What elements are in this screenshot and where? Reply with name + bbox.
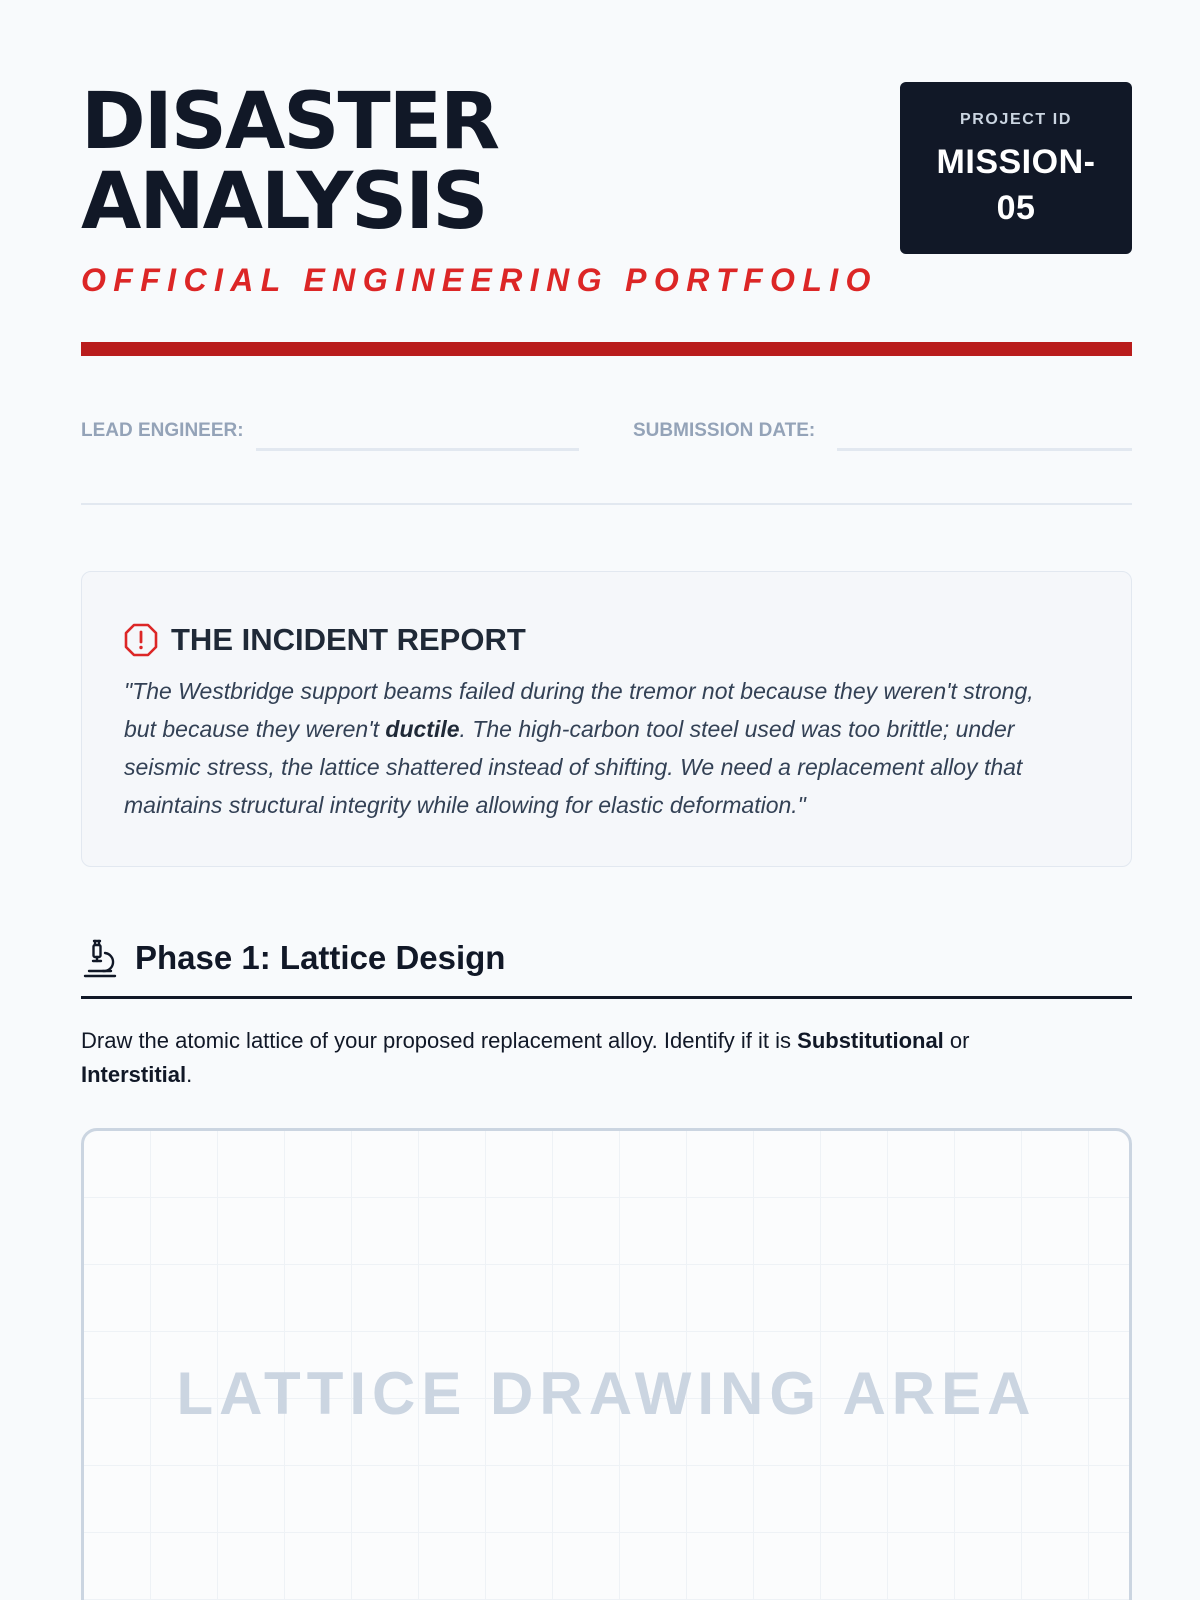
project-id-label: PROJECT ID [959,111,1072,128]
instruction-bold-interstitial: Interstitial [81,1062,187,1087]
microscope-icon [81,938,119,980]
instruction-part2: or [943,1028,970,1053]
lead-engineer-field[interactable] [256,448,579,451]
incident-text-part1: "The Westbridge support beams failed during the tremor not because they weren't strong, but because they weren't [124,678,1034,742]
page-title [81,77,499,247]
submission-date-label: SUBMISSION DATE: [633,420,816,441]
drawing-area-label: LATTICE DRAWING AREA [176,1360,1037,1427]
lead-engineer-label: LEAD ENGINEER: [81,420,244,441]
page-header [81,77,1132,302]
instruction-part3: . [186,1062,193,1087]
instruction-part1: Draw the atomic lattice of your proposed replacement alloy. Identify if it is [81,1028,798,1053]
incident-text [124,672,1064,824]
phase1-instruction [81,1024,1081,1092]
title-line-1: DISASTER [81,77,499,167]
page-subtitle: OFFICIAL ENGINEERING PORTFOLIO [81,262,878,298]
incident-title: THE INCIDENT REPORT [171,622,526,657]
lattice-drawing-area[interactable] [81,1128,1132,1600]
phase1-title: Phase 1: Lattice Design [135,939,506,976]
project-id-value: MISSION-05 [936,143,1096,227]
incident-report-card [81,571,1132,867]
incident-text-part2: . The high-carbon tool steel used was too brittle; under seismic stress, the lattice shattered instead of shifting. We need a replacement alloy that maintains structural integrity while allowing for elastic deformation." [124,716,1023,818]
instruction-bold-substitutional: Substitutional [797,1028,944,1053]
incident-text-bold: ductile [385,716,460,742]
phase1-header [81,932,1132,999]
title-line-2: ANALYSIS [81,157,487,247]
incident-header [123,620,526,660]
meta-divider [81,503,1132,505]
meta-fields [81,414,1132,454]
submission-date-field[interactable] [837,448,1132,451]
header-divider [81,342,1132,356]
project-id-badge [900,82,1132,254]
alert-octagon-icon [123,622,159,658]
